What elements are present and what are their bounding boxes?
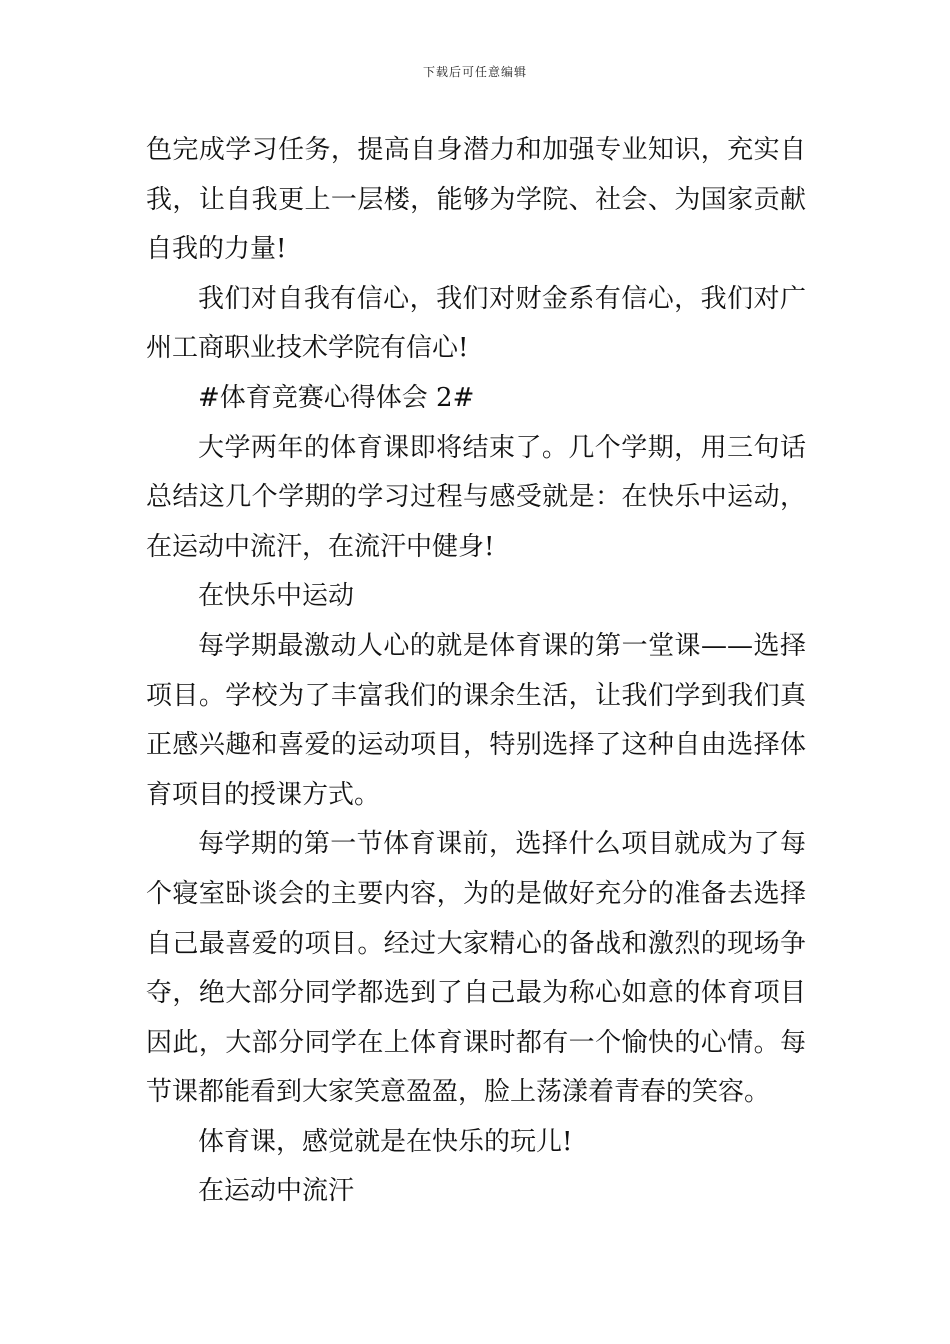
text-line: 州工商职业技术学院有信心! [146,333,469,364]
text-line: 色完成学习任务，提高自身潜力和加强专业知识，充实自 [146,135,806,165]
page-header: 下载后可任意编辑 [422,65,527,79]
text-line: 每学期的第一节体育课前，选择什么项目就成为了每 [198,829,806,860]
subheading: 在运动中流汗 [198,1176,355,1207]
text-line: 总结这几个学期的学习过程与感受就是：在快乐中运动， [146,482,806,513]
text-line: 自我的力量! [146,234,287,265]
text-line: 体育课，感觉就是在快乐的玩儿! [198,1126,573,1157]
text-line: 在运动中流汗，在流汗中健身! [146,531,495,562]
text-line: 大学两年的体育课即将结束了。几个学期，用三句话 [198,432,806,463]
text-line: 个寝室卧谈会的主要内容，为的是做好充分的准备去选择 [146,878,806,909]
text-line: 夺，绝大部分同学都选到了自己最为称心如意的体育项目 [146,978,806,1009]
text-line: 项目。学校为了丰富我们的课余生活，让我们学到我们真 [146,680,806,711]
text-line: 育项目的授课方式。 [146,779,381,810]
text-line: 我们对自我有信心，我们对财金系有信心，我们对广 [198,283,806,314]
document-body [146,126,806,1217]
section-heading: #体育竞赛心得体会 2# [198,382,475,413]
text-line: 每学期最激动人心的就是体育课的第一堂课——选择 [198,630,806,661]
text-line: 自己最喜爱的项目。经过大家精心的备战和激烈的现场争 [146,928,806,959]
text-line: 正感兴趣和喜爱的运动项目，特别选择了这种自由选择体 [146,730,806,761]
text-line: 节课都能看到大家笑意盈盈，脸上荡漾着青春的笑容。 [146,1077,771,1108]
text-line: 因此，大部分同学在上体育课时都有一个愉快的心情。每 [146,1027,806,1058]
text-line: 我，让自我更上一层楼，能够为学院、社会、为国家贡献 [146,184,806,215]
subheading: 在快乐中运动 [198,581,355,612]
